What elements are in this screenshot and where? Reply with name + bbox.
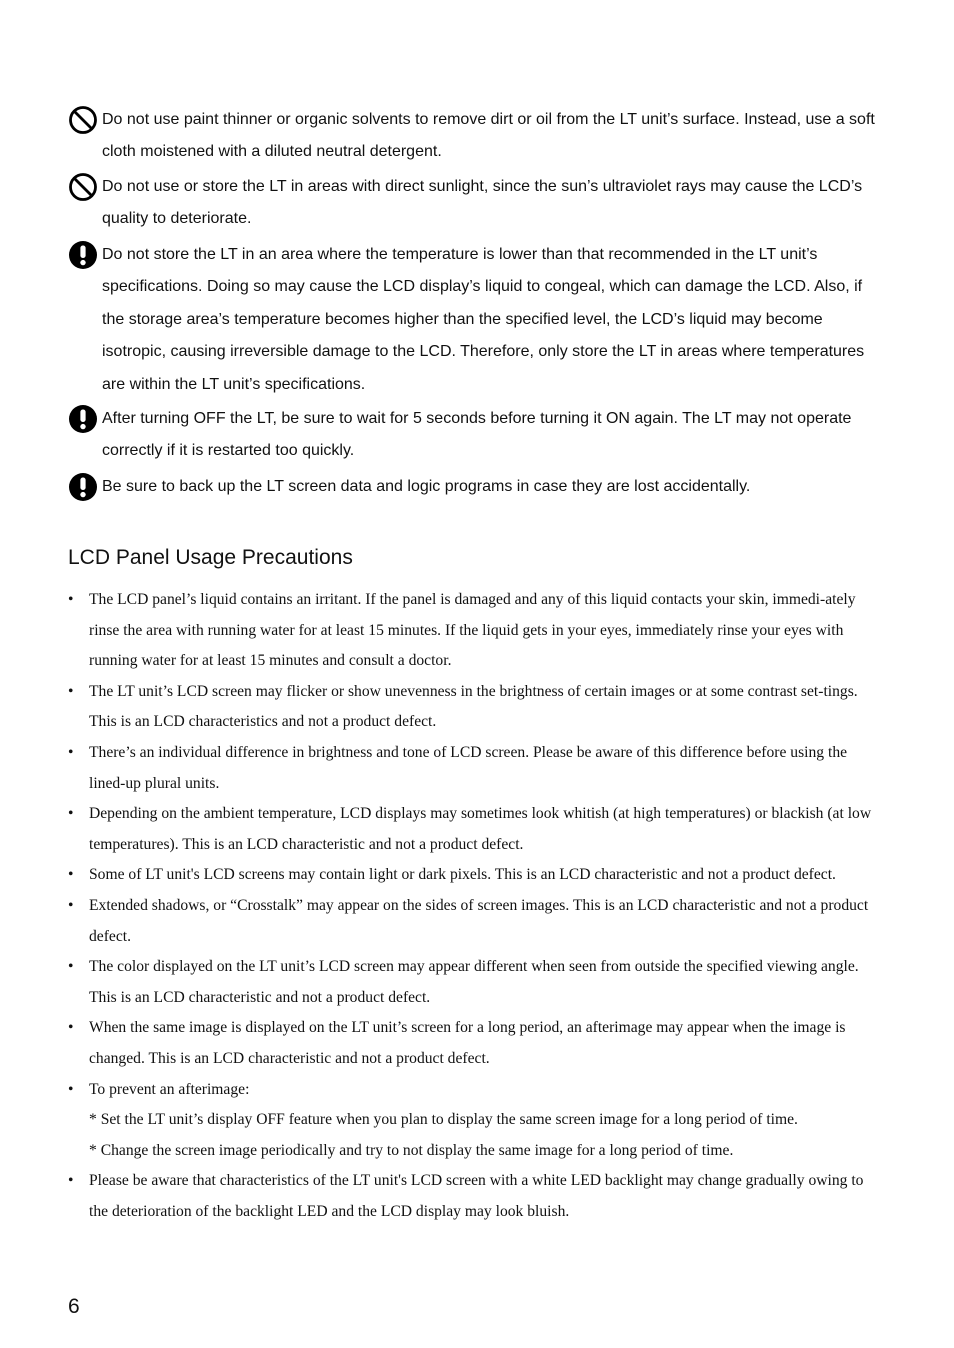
list-item <box>68 585 878 677</box>
caution-text: Do not use or store the LT in areas with direct sunlight, since the sun’s ultraviolet rays may cause the LCD’s quality to deteriorate. <box>102 178 863 228</box>
list-item-text: Some of LT unit's LCD screens may contain light or dark pixels. This is an LCD characteristic and not a product defect. <box>89 866 836 884</box>
list-item <box>68 891 878 952</box>
list-item <box>68 952 878 1013</box>
list-item <box>68 1166 878 1227</box>
caution-item <box>68 239 878 401</box>
list-item-text: When the same image is displayed on the LT unit’s screen for a long period, an afterimage may appear when the image is changed. This is an LCD characteristic and not a product defect. <box>89 1019 846 1067</box>
prohibition-icon <box>68 172 98 202</box>
caution-text: Do not use paint thinner or organic solvents to remove dirt or oil from the LT unit’s surface. Instead, use a soft cloth moistened with a diluted neutral detergent. <box>102 111 875 161</box>
precautions-list <box>68 585 878 1227</box>
list-item <box>68 738 878 799</box>
list-item <box>68 1075 878 1167</box>
sub-item-text: * Change the screen image periodically and try to not display the same image for a long period of time. <box>89 1141 734 1159</box>
bullet-marker: • <box>68 1172 74 1190</box>
exclamation-icon <box>68 240 98 270</box>
list-item <box>68 1013 878 1074</box>
caution-text: Be sure to back up the LT screen data and logic programs in case they are lost accidentally. <box>102 478 751 495</box>
bullet-marker: • <box>68 682 74 700</box>
list-item-text: The LCD panel’s liquid contains an irritant. If the panel is damaged and any of this liquid contacts your skin, immedi-ately rinse the area with running water for at least 15 minutes. If the liquid gets in your eyes, immediately rinse your eyes with running water for at least 15 minutes and consult a doctor. <box>89 591 856 670</box>
caution-item <box>68 471 878 503</box>
bullet-marker: • <box>68 866 74 884</box>
sub-item-text: * Set the LT unit’s display OFF feature when you plan to display the same screen image for a long period of time. <box>89 1111 798 1129</box>
caution-item <box>68 171 878 236</box>
list-item-text: The LT unit’s LCD screen may flicker or show unevenness in the brightness of certain images or at some contrast set-tings. This is an LCD characteristics and not a product defect. <box>89 682 858 731</box>
list-item-text: The color displayed on the LT unit’s LCD screen may appear different when seen from outside the specified viewing angle. This is an LCD characteristic and not a product defect. <box>89 958 859 1006</box>
list-item-text: To prevent an afterimage: <box>89 1080 250 1098</box>
caution-item <box>68 403 878 468</box>
caution-text: Do not store the LT in an area where the temperature is lower than that recommended in the LT unit’s specifications. Doing so may cause the LCD display’s liquid to congeal, which can damage the LCD. Also, if the storage area’s temperature becomes higher than the specified level, the LCD’s liquid may become isotropic, causing irreversible damage to the LCD. Therefore, only store the LT in areas where temperatures are within the LT unit’s specifications. <box>102 246 865 393</box>
list-item-text: Extended shadows, or “Crosstalk” may appear on the sides of screen images. This is an LCD characteristic and not a product defect. <box>89 896 869 945</box>
bullet-marker: • <box>68 743 74 761</box>
caution-text: After turning OFF the LT, be sure to wait for 5 seconds before turning it ON again. The LT may not operate correctly if it is restarted too quickly. <box>102 410 852 460</box>
list-item <box>68 860 878 891</box>
prohibition-icon <box>68 105 98 135</box>
bullet-marker: • <box>68 1080 74 1098</box>
bullet-marker: • <box>68 591 74 608</box>
exclamation-icon <box>68 472 98 502</box>
list-item-text: Please be aware that characteristics of the LT unit's LCD screen with a white LED backlight may change gradually owing to the deterioration of the backlight LED and the LCD display may look bluish. <box>89 1172 864 1220</box>
bullet-marker: • <box>68 805 74 823</box>
exclamation-icon <box>68 404 98 434</box>
section-heading: LCD Panel Usage Precautions <box>68 546 353 569</box>
list-item <box>68 799 878 860</box>
caution-item <box>68 104 878 169</box>
page-number: 6 <box>68 1295 80 1318</box>
bullet-marker: • <box>68 896 74 914</box>
bullet-marker: • <box>68 1019 74 1037</box>
list-item-text: Depending on the ambient temperature, LCD displays may sometimes look whitish (at high temperatures) or blackish (at low temperatures). This is an LCD characteristic and not a product defect. <box>89 805 872 853</box>
bullet-marker: • <box>68 958 74 976</box>
list-item-text: There’s an individual difference in brightness and tone of LCD screen. Please be aware of this difference before using the lined-up plural units. <box>89 743 848 792</box>
list-item <box>68 677 878 738</box>
